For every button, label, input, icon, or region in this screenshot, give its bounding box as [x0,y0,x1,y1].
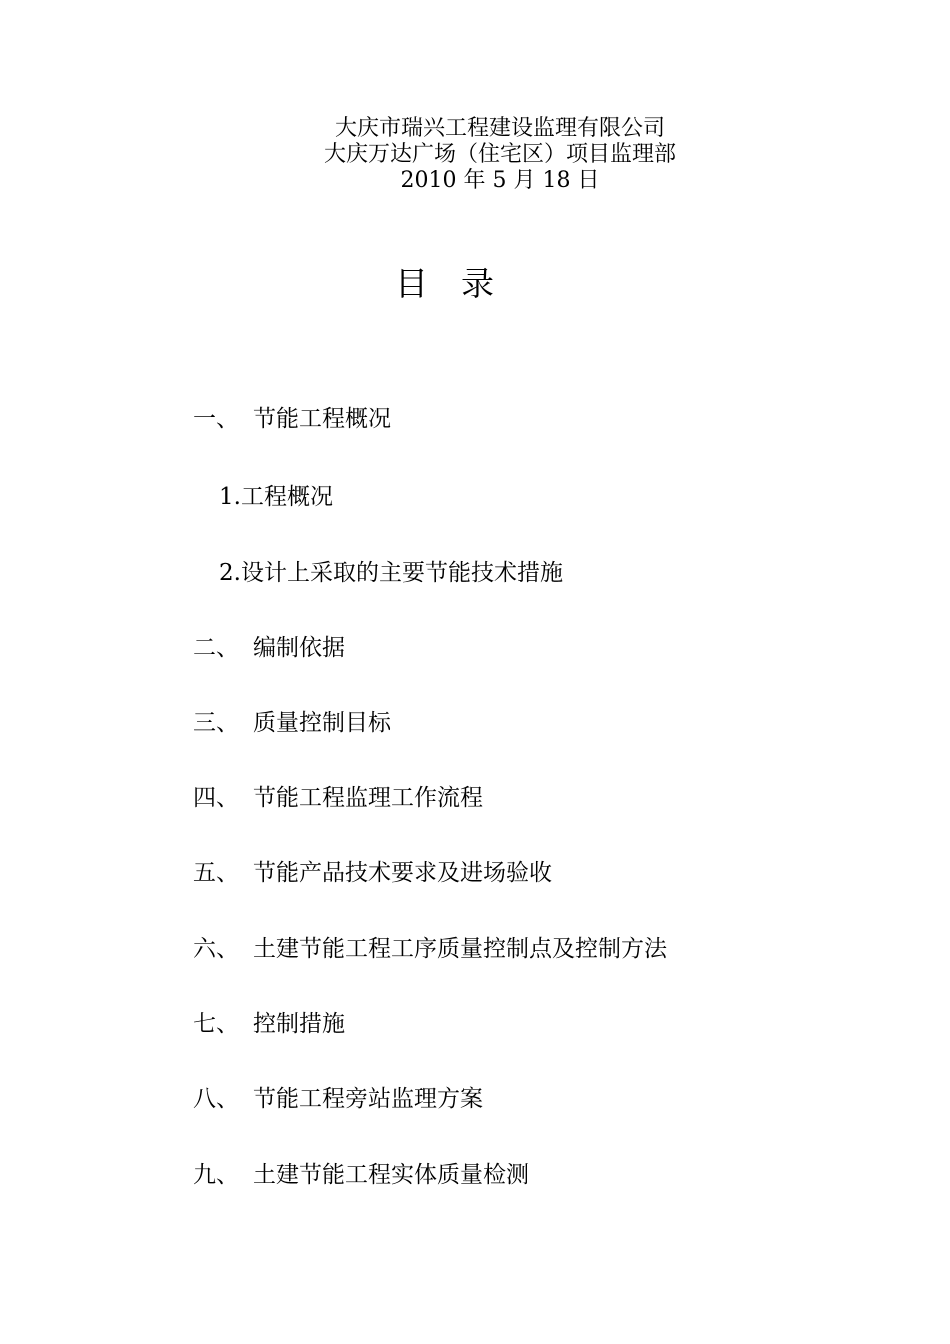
toc-entry-3 [193,707,391,739]
toc-entry-number: 九、 [193,1162,239,1188]
toc-entry-text: 控制措施 [253,1011,345,1037]
toc-entry-text: 工程概况 [240,484,333,510]
toc-entry-text: 节能产品技术要求及进场验收 [253,860,552,886]
toc-entry-text: 设计上采取的主要节能技术措施 [240,560,563,586]
toc-entry-number: 八、 [193,1086,239,1112]
toc-entry-7 [193,1008,345,1040]
toc-entry-text: 编制依据 [253,635,345,661]
toc-subentry-1-1 [219,481,333,513]
toc-entry-6 [193,933,667,965]
toc-title-char-1: 目 [395,264,428,303]
toc-entry-number: 六、 [193,936,239,962]
toc-entry-1 [193,403,391,435]
toc-entry-number: 1. [219,484,241,510]
toc-entry-number: 四、 [193,785,239,811]
toc-entry-text: 节能工程概况 [253,406,391,432]
toc-entry-text: 节能工程旁站监理方案 [253,1086,483,1112]
toc-entry-5 [193,857,552,889]
toc-entry-9 [193,1159,529,1191]
toc-entry-number: 五、 [193,860,239,886]
toc-entry-4 [193,782,483,814]
toc-entry-number: 七、 [193,1011,239,1037]
toc-entry-number: 二、 [193,635,239,661]
project-department: 大庆万达广场（住宅区）项目监理部 [323,142,676,167]
toc-title-char-2: 录 [461,264,494,303]
toc-subentry-1-2 [219,557,563,589]
toc-entry-number: 一、 [193,406,239,432]
toc-entry-text: 土建节能工程工序质量控制点及控制方法 [253,936,667,962]
toc-entry-text: 土建节能工程实体质量检测 [253,1162,529,1188]
toc-entry-number: 2. [219,560,241,586]
toc-entry-text: 节能工程监理工作流程 [253,785,483,811]
toc-entry-2 [193,632,345,664]
document-date: 2010 年 5 月 18 日 [400,168,600,193]
company-name: 大庆市瑞兴工程建设监理有限公司 [334,116,665,141]
toc-entry-8 [193,1083,483,1115]
toc-entry-text: 质量控制目标 [253,710,391,736]
toc-entry-number: 三、 [193,710,239,736]
